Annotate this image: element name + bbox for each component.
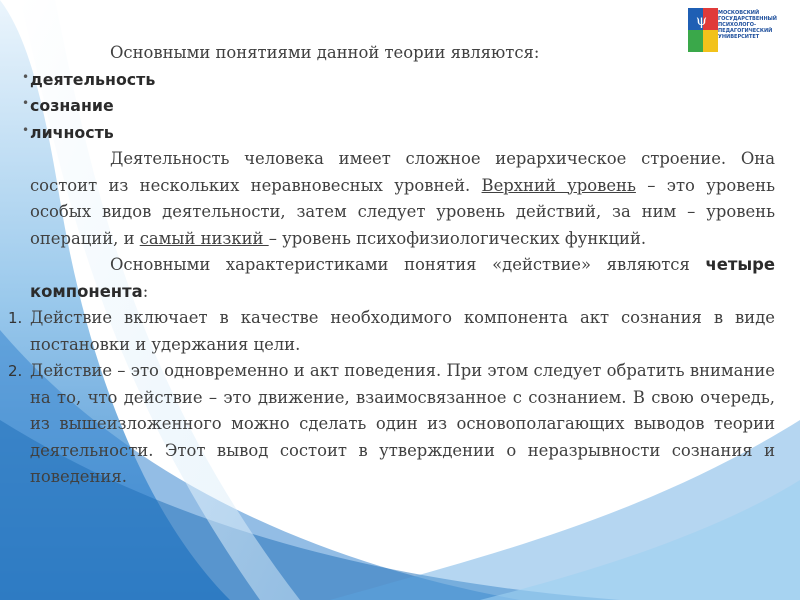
slide-content (8, 40, 775, 491)
logo-line: ПЕДАГОГИЧЕСКИЙ (718, 28, 773, 34)
logo-line: ГОСУДАРСТВЕННЫЙ (718, 16, 777, 22)
numbered-item (8, 305, 775, 358)
concept-list (22, 67, 775, 147)
text-run: Деятельность человека имеет сложное иерархическое строение. Она состоит из нескольких неравновесных уровней. (30, 149, 775, 195)
logo-line: УНИВЕРСИТЕТ (718, 34, 760, 40)
concept-label: личность (30, 122, 114, 142)
text-run: Основными характеристиками понятия «действие» являются (110, 255, 706, 274)
characteristics-paragraph (30, 252, 775, 305)
underlined-term: Верхний уровень (481, 175, 636, 195)
concept-item (22, 93, 775, 120)
svg-text:ψ: ψ (696, 13, 707, 29)
text-run: – уровень психофизиологических функций. (268, 228, 647, 248)
item-text: Действие – это одновременно и акт поведения. При этом следует обратить внимание на то, что действие – это движение, взаимосвязанное с сознанием. В свою очередь, из вышеизложенного можно сделать один из основополагающих выводов теории деятельности. Этот вывод состоит в утверждении о неразрывности сознания и поведения. (30, 361, 775, 486)
bullet-icon: • (22, 69, 30, 84)
item-number: 2. (8, 362, 23, 380)
structure-paragraph (30, 146, 775, 252)
text-run: : (142, 281, 149, 301)
logo-line: МОСКОВСКИЙ (718, 10, 760, 16)
concept-label: сознание (30, 96, 114, 115)
concept-item (22, 120, 775, 147)
intro-line: Основными понятиями данной теории являются: (110, 43, 540, 62)
concept-label: деятельность (30, 69, 156, 89)
bullet-icon: • (22, 122, 30, 137)
underlined-term: самый низкий (139, 228, 269, 248)
item-text: Действие включает в качестве необходимого компонента акт сознания в виде постановки и удержания цели. (30, 308, 775, 354)
concept-item (22, 67, 775, 94)
item-number: 1. (8, 309, 23, 327)
bold-term: четыре компонента (30, 255, 775, 301)
numbered-item (8, 358, 775, 491)
logo-line: ПСИХОЛОГО- (718, 22, 757, 28)
text-run: – это уровень особых видов деятельности, затем следует уровень действий, за ним – уровень операций, и (30, 175, 775, 248)
bullet-icon: • (22, 96, 30, 110)
